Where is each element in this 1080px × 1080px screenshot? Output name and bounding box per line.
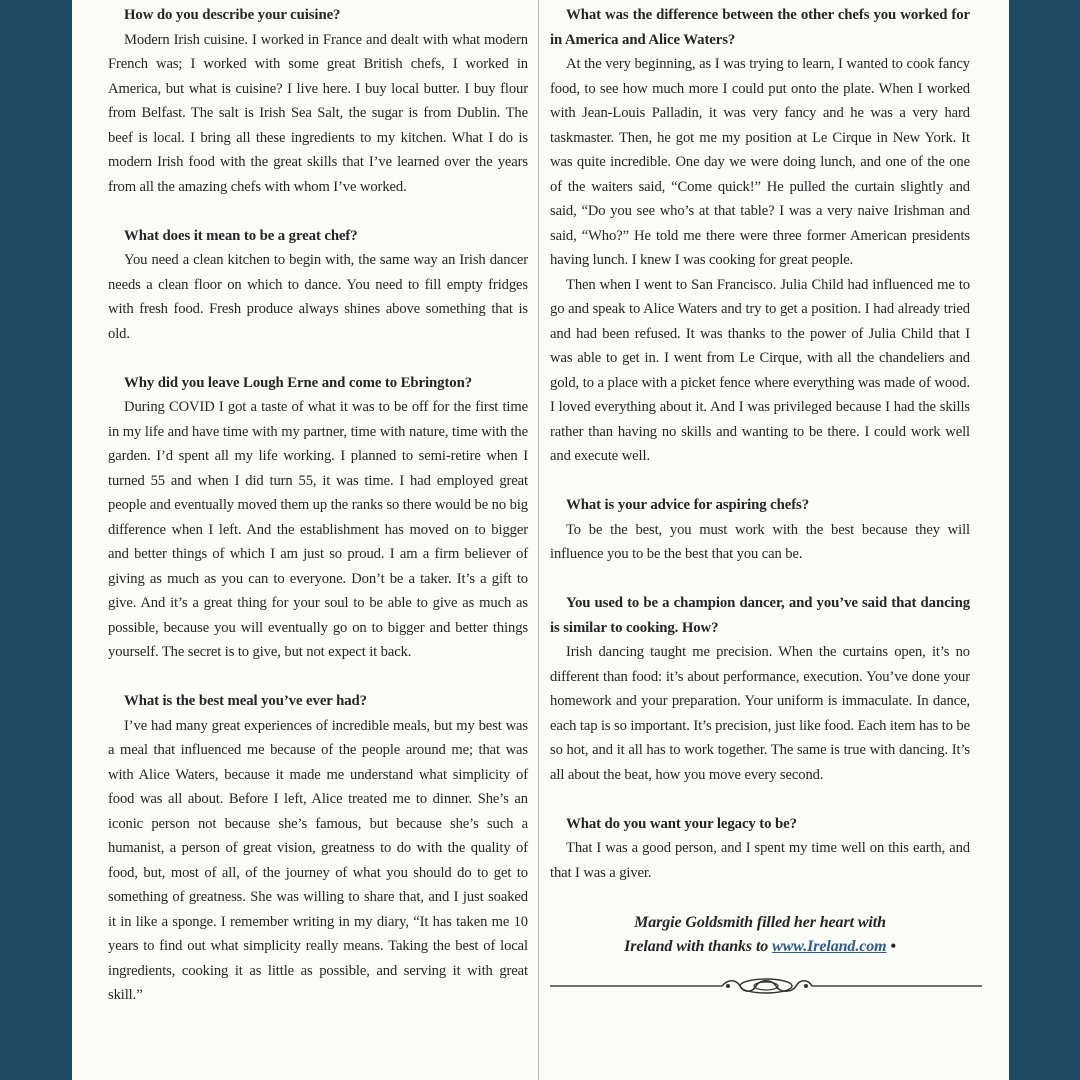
section-gap: [550, 469, 970, 494]
scroll-flourish-ornament-icon: [550, 975, 982, 997]
section-gap: [108, 199, 528, 224]
ireland-link[interactable]: www.Ireland.com: [772, 938, 887, 955]
interview-answer: During COVID I got a taste of what it was to be off for the first time in my life and have time with my partner, time with nature, time with the garden. I’d spent all my life working. I planned to semi-retire when I turned 55 and when I did turn 55, it was time. I had employed great people and eventually moved them up the ranks so there would be no big difference when I left. And the establishment has moved on to bigger and better things of which I am just so proud. I am a firm believer of giving as much as you can to everyone. Don’t be a taker. It’s a gift to give. And it’s a great thing for your soul to be able to give as much as possible, because you will eventually go on to bigger and better things yourself. The secret is to give, but not expect it back.: [108, 399, 528, 660]
interview-answer: I’ve had many great experiences of incredible meals, but my best was a meal that influenced me because of the people around me; that was with Alice Waters, because it made me understand what simplicity of food was all about. Before I left, Alice treated me to dinner. She’s an iconic person not because she’s famous, but because she’s such a humanist, a person of great vision, greatness to do with the quality of food, but, most of all, of the journey of what you should do to get to something of greatness. She was willing to share that, and I just soaked it in like a sponge. I remember writing in my diary, “It has taken me 10 years to find out what simplicity really means. Taking the best of local ingredients, cooking it as little as possible, and serving it with great skill.”: [108, 717, 528, 1003]
interview-question: What is your advice for aspiring chefs?: [566, 497, 809, 513]
interview-answer: Then when I went to San Francisco. Julia Child had influenced me to go and speak to Alice Waters and try to get a position. I had already tried and had been refused. It was thanks to the power of Julia Child that I was able to get in. I went from Le Cirque, with all the chandeliers and gold, to a place with a picket fence where everything was made of wood. I loved everything about it. And I was privileged because I had the skills rather than having no skills and wanting to be there. I could work well and execute well.: [550, 276, 970, 464]
credit-line-2-prefix: Ireland with thanks to: [624, 938, 773, 955]
author-credit: [550, 911, 970, 959]
interview-answer: At the very beginning, as I was trying to learn, I wanted to cook fancy food, to see how much more I could put onto the plate. When I worked with Jean-Louis Palladin, it was very fancy and he was a very hard taskmaster. Then, he got me my position at Le Cirque in New York. It was quite incredible. One day we were doing lunch, and one of the one of the waiters said, “Come quick!” He pulled the curtain slightly and said, “Do you see who’s at that table? I was a very naive Irishman and said, “Who?” He told me there were three former American presidents having lunch. I knew I was cooking for great people.: [550, 56, 970, 268]
section-gap: [550, 567, 970, 592]
credit-line-1: Margie Goldsmith filled her heart with: [634, 914, 886, 931]
interview-answer: You need a clean kitchen to begin with, the same way an Irish dancer needs a clean floor on which to dance. You need to fill empty fridges with fresh food. Fresh produce always shines above something that is old.: [108, 252, 528, 342]
section-gap: [108, 665, 528, 690]
interview-question: Why did you leave Lough Erne and come to Ebrington?: [124, 374, 473, 391]
interview-answer: To be the best, you must work with the best because they will influence you to be the best that you can be.: [550, 521, 970, 562]
interview-answer: Irish dancing taught me precision. When the curtains open, it’s no different than food: it’s about performance, execution. You’ve done your homework and your preparation. Your uniform is immaculate. In dance, each tap is so important. It’s precision, just like food. Each item has to be so hot, and it all has to work together. The same is true with dancing. It’s all about the beat, how you move every second.: [550, 644, 970, 783]
interview-question: How do you describe your cuisine?: [124, 7, 341, 23]
right-column: [550, 3, 970, 997]
interview-question: What is the best meal you’ve ever had?: [124, 693, 367, 709]
article-page: [72, 0, 1009, 1080]
interview-answer: That I was a good person, and I spent my time well on this earth, and that I was a giver.: [550, 840, 970, 881]
interview-question: What do you want your legacy to be?: [566, 815, 797, 832]
interview-question: What was the difference between the other chefs you worked for in America and Alice Waters?: [550, 7, 970, 48]
interview-question: What does it mean to be a great chef?: [124, 227, 358, 244]
right-column-qa: [550, 3, 970, 885]
left-column: [108, 3, 528, 1008]
section-gap: [108, 346, 528, 371]
interview-answer: Modern Irish cuisine. I worked in France and dealt with what modern French was; I worked with some great British chefs, I worked in America, but what is cuisine? I live here. I buy local butter. I buy flour from Belfast. The salt is Irish Sea Salt, the sugar is from Dublin. The beef is local. I bring all these ingredients to my kitchen. What I do is modern Irish food with the great skills that I’ve learned over the years from all the amazing chefs with whom I’ve worked.: [108, 31, 528, 195]
column-divider: [538, 0, 539, 1080]
interview-question: You used to be a champion dancer, and you’ve said that dancing is similar to cooking. How?: [550, 595, 970, 636]
credit-bullet: •: [886, 938, 896, 955]
section-gap: [550, 787, 970, 812]
